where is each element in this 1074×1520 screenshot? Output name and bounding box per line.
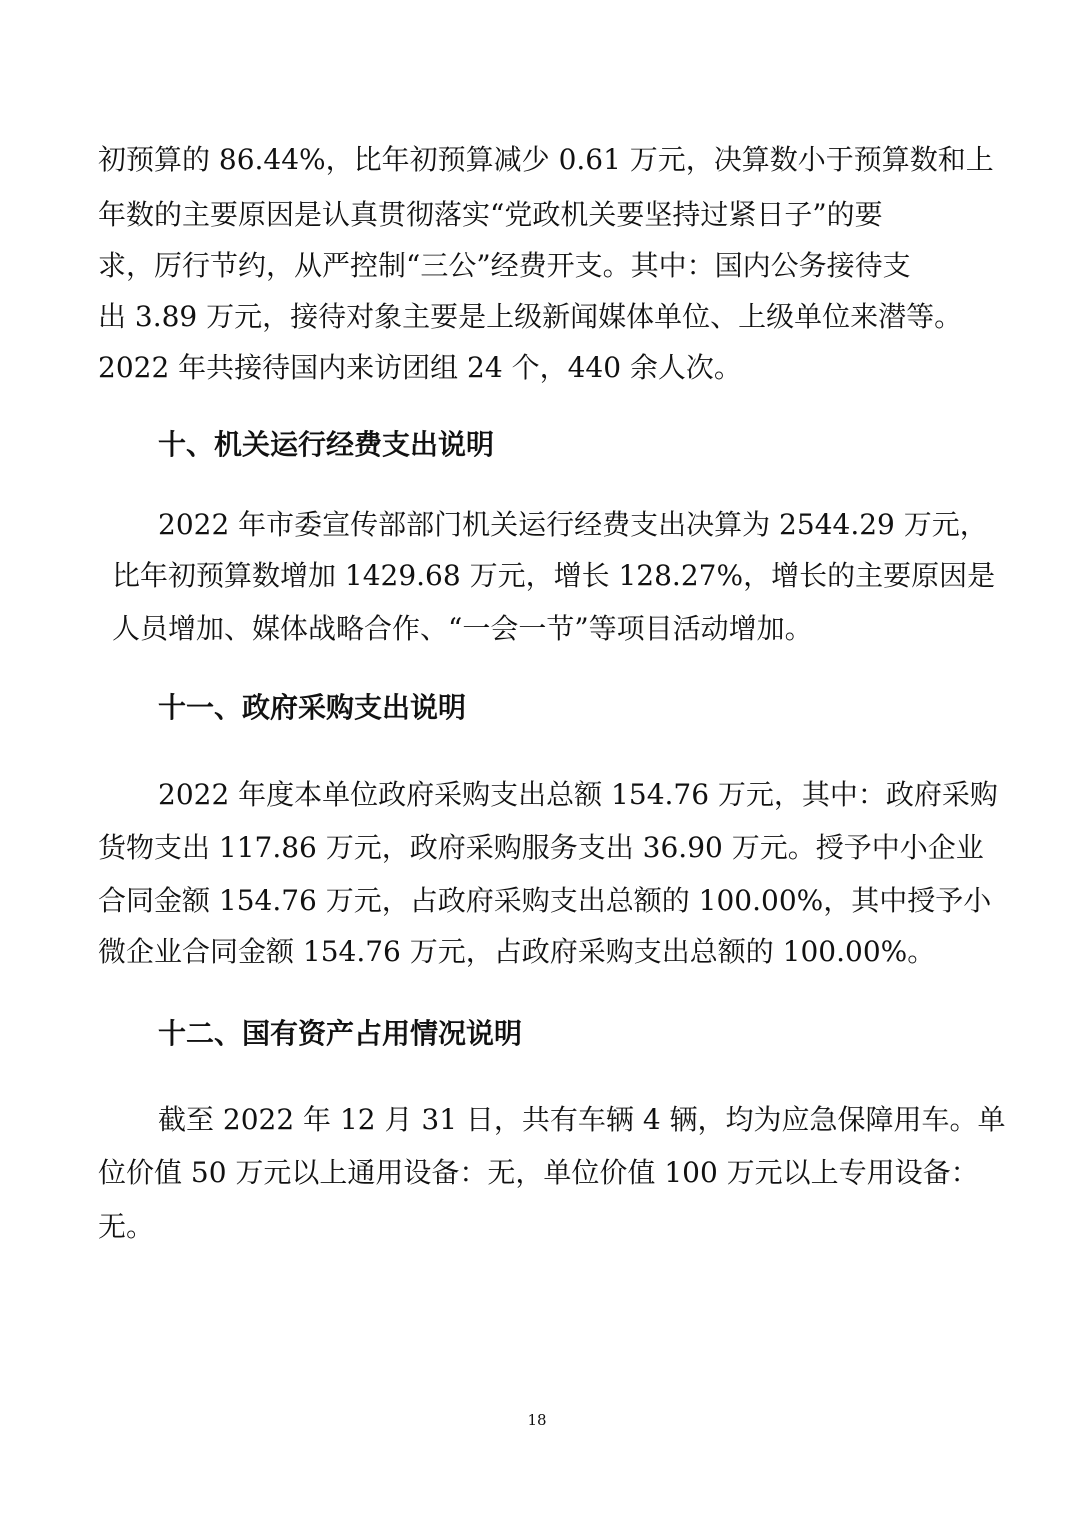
intro-line-1: 初预算的 86.44%，比年初预算减少 0.61 万元，决算数小于预算数和上 (98, 143, 994, 176)
section-12-line-2: 位价值 50 万元以上通用设备：无，单位价值 100 万元以上专用设备： (98, 1156, 979, 1189)
section-11-heading: 十一、政府采购支出说明 (158, 691, 467, 724)
section-10-line-1: 2022 年市委宣传部部门机关运行经费支出决算为 2544.29 万元， (158, 508, 988, 541)
intro-line-2: 年数的主要原因是认真贯彻落实“党政机关要坚持过紧日子”的要 (98, 198, 883, 231)
intro-line-5: 2022 年共接待国内来访团组 24 个，440 余人次。 (98, 351, 742, 384)
section-12-line-3: 无。 (98, 1210, 155, 1243)
section-10-heading: 十、机关运行经费支出说明 (158, 428, 495, 461)
section-11-line-1: 2022 年度本单位政府采购支出总额 154.76 万元，其中：政府采购 (158, 778, 998, 811)
section-12-heading: 十二、国有资产占用情况说明 (158, 1017, 523, 1050)
section-10-line-3: 人员增加、媒体战略合作、“一会一节”等项目活动增加。 (112, 612, 813, 645)
intro-line-3: 求，厉行节约，从严控制“三公”经费开支。其中：国内公务接待支 (98, 249, 911, 282)
page-number: 18 (527, 1411, 547, 1429)
section-11-line-4: 微企业合同金额 154.76 万元，占政府采购支出总额的 100.00%。 (98, 935, 936, 968)
intro-line-4: 出 3.89 万元，接待对象主要是上级新闻媒体单位、上级单位来潜等。 (98, 300, 963, 333)
section-11-line-2: 货物支出 117.86 万元，政府采购服务支出 36.90 万元。授予中小企业 (98, 831, 984, 864)
section-11-line-3: 合同金额 154.76 万元，占政府采购支出总额的 100.00%，其中授予小 (98, 884, 992, 917)
section-12-line-1: 截至 2022 年 12 月 31 日，共有车辆 4 辆，均为应急保障用车。单 (158, 1103, 1006, 1136)
section-10-line-2: 比年初预算数增加 1429.68 万元，增长 128.27%，增长的主要原因是 (112, 559, 996, 592)
